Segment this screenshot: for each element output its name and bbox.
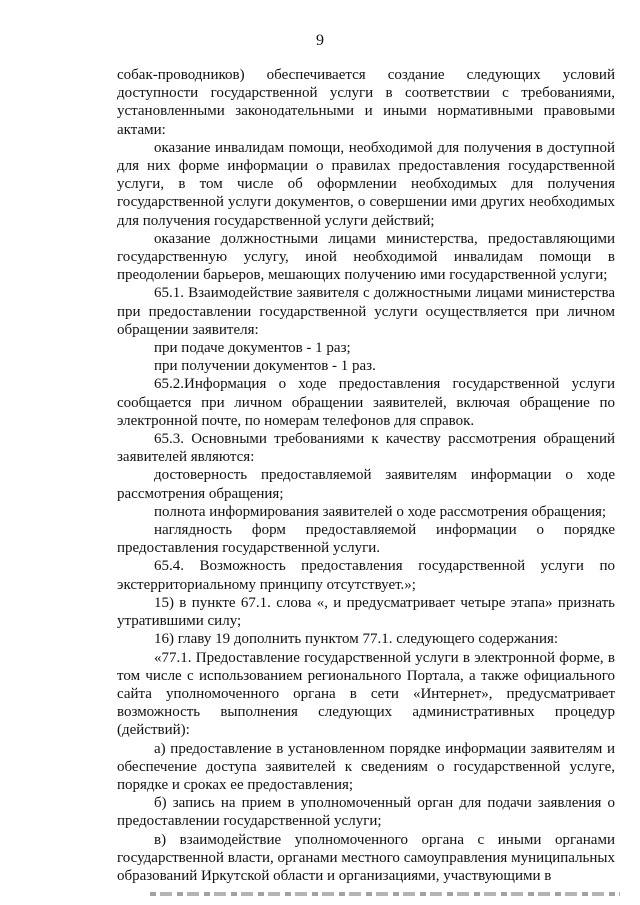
- scan-artifact: [150, 892, 620, 896]
- list-item-clarity: наглядность форм предоставляемой информации о порядке предоставления государственной услуги.: [117, 522, 615, 557]
- paragraph-65-2: 65.2.Информация о ходе предоставления государственной услуги сообщается при личном обращении заявителей, включая обращение по электронной почте, по номерам телефонов для справок.: [117, 376, 615, 429]
- list-item-submission: при подаче документов - 1 раз;: [154, 340, 351, 357]
- list-item-a: а) предоставление в установленном порядке информации заявителям и обеспечение доступа заявителей к сведениям о государственной услуге, порядке и сроках ее предоставления;: [117, 740, 615, 793]
- paragraph-item-15: 15) в пункте 67.1. слова «, и предусматривает четыре этапа» признать утратившими силу;: [117, 594, 615, 630]
- paragraph-65-4: 65.4. Возможность предоставления государственной услуги по экстерриториальному принципу отсутствует.»;: [117, 558, 615, 593]
- page-number: 9: [316, 32, 324, 49]
- paragraph-65-1: 65.1. Взаимодействие заявителя с должностными лицами министерства при предоставлении государственной услуги осуществляется при личном обращении заявителя:: [117, 285, 615, 338]
- list-item-b: б) запись на прием в уполномоченный орган для подачи заявления о предоставлении государственной услуги;: [117, 795, 615, 830]
- list-item-reliability: достоверность предоставляемой заявителям информации о ходе рассмотрения обращения;: [117, 467, 615, 502]
- paragraph-assistance-barriers: оказание должностными лицами министерства, предоставляющими государственную услугу, иной необходимой инвалидам помощи в преодолении барьеров, мешающих получению ими государственной услуги;: [117, 230, 615, 284]
- paragraph-65-3: 65.3. Основными требованиями к качеству рассмотрения обращений заявителей являются:: [117, 431, 615, 466]
- list-item-receipt: при получении документов - 1 раз.: [154, 358, 376, 375]
- paragraph-item-16: 16) главу 19 дополнить пунктом 77.1. следующего содержания:: [154, 631, 559, 648]
- paragraph-77-1: «77.1. Предоставление государственной услуги в электронной форме, в том числе с использованием регионального Портала, а также официального сайта уполномоченного органа в сети «Интернет», предусматривает возможность выполнения следующих административных процедур (действий):: [117, 649, 615, 739]
- list-item-completeness: полнота информирования заявителей о ходе рассмотрения обращения;: [154, 503, 607, 520]
- paragraph-assistance-info: оказание инвалидам помощи, необходимой для получения в доступной для них форме информации о правилах предоставления государственной услуги, в том числе об оформлении необходимых для получения государственной услуги документов, о совершении ими других необходимых для получения государственной услуги действий;: [117, 139, 615, 229]
- paragraph-continuation: собак-проводников) обеспечивается создание следующих условий доступности государственной услуги в соответствии с требованиями, установленными законодательными и иными нормативными правовыми актами:: [117, 67, 615, 138]
- list-item-v: в) взаимодействие уполномоченного органа с иными органами государственной власти, органами местного самоуправления муниципальных образований Иркутской области и организациями, участвующими в: [117, 831, 615, 884]
- document-body: [117, 66, 615, 885]
